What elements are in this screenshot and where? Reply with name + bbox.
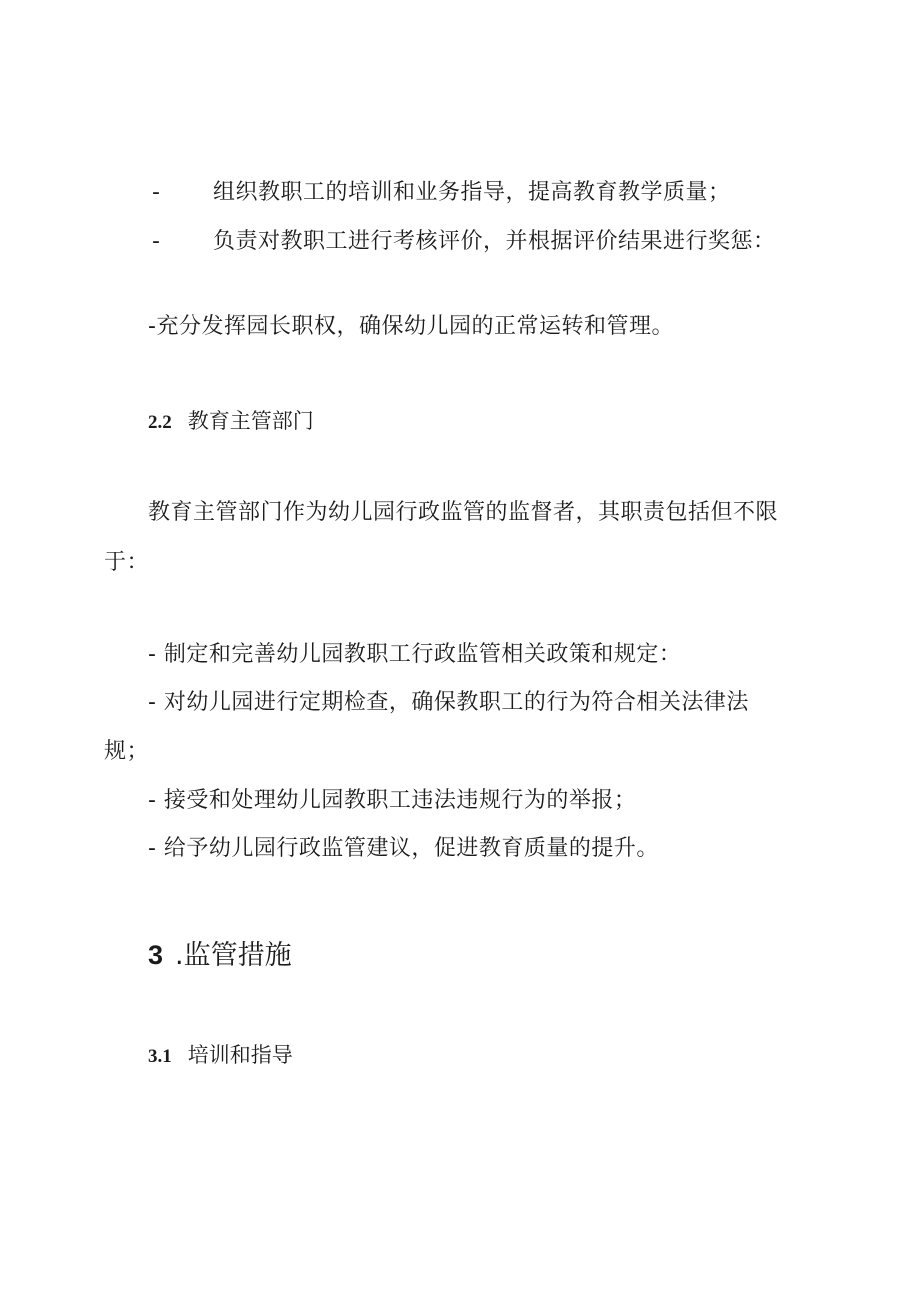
section-title: 培训和指导 (187, 1043, 293, 1067)
list-item: - 给予幼儿园行政监管建议，促进教育质量的提升。 (148, 836, 659, 861)
section-heading-3-1 (148, 1040, 293, 1072)
summary-paragraph: -充分发挥园长职权，确保幼儿园的正常运转和管理。 (148, 314, 674, 339)
section-heading-2-2 (148, 406, 314, 438)
section-title: 教育主管部门 (187, 409, 314, 433)
section-number: 3 (148, 940, 164, 970)
paragraph-line: 于： (104, 550, 150, 575)
list-item: 组织教职工的培训和业务指导，提高教育教学质量； (213, 180, 731, 205)
section-number: 2.2 (148, 412, 172, 433)
list-item: - 接受和处理幼儿园教职工违法违规行为的举报； (148, 788, 637, 813)
section-heading-3 (148, 937, 292, 974)
list-item: 负责对教职工进行考核评价，并根据评价结果进行奖惩： (213, 229, 776, 254)
list-marker: - (152, 229, 160, 254)
list-item-continuation: 规； (104, 739, 150, 764)
list-item: - 对幼儿园进行定期检查，确保教职工的行为符合相关法律法 (148, 690, 749, 715)
list-marker: - (152, 180, 160, 205)
section-title: .监管措施 (175, 940, 292, 971)
list-item: - 制定和完善幼儿园教职工行政监管相关政策和规定： (148, 642, 682, 667)
paragraph-line: 教育主管部门作为幼儿园行政监管的监督者，其职责包括但不限 (148, 500, 779, 525)
section-number: 3.1 (148, 1046, 172, 1067)
